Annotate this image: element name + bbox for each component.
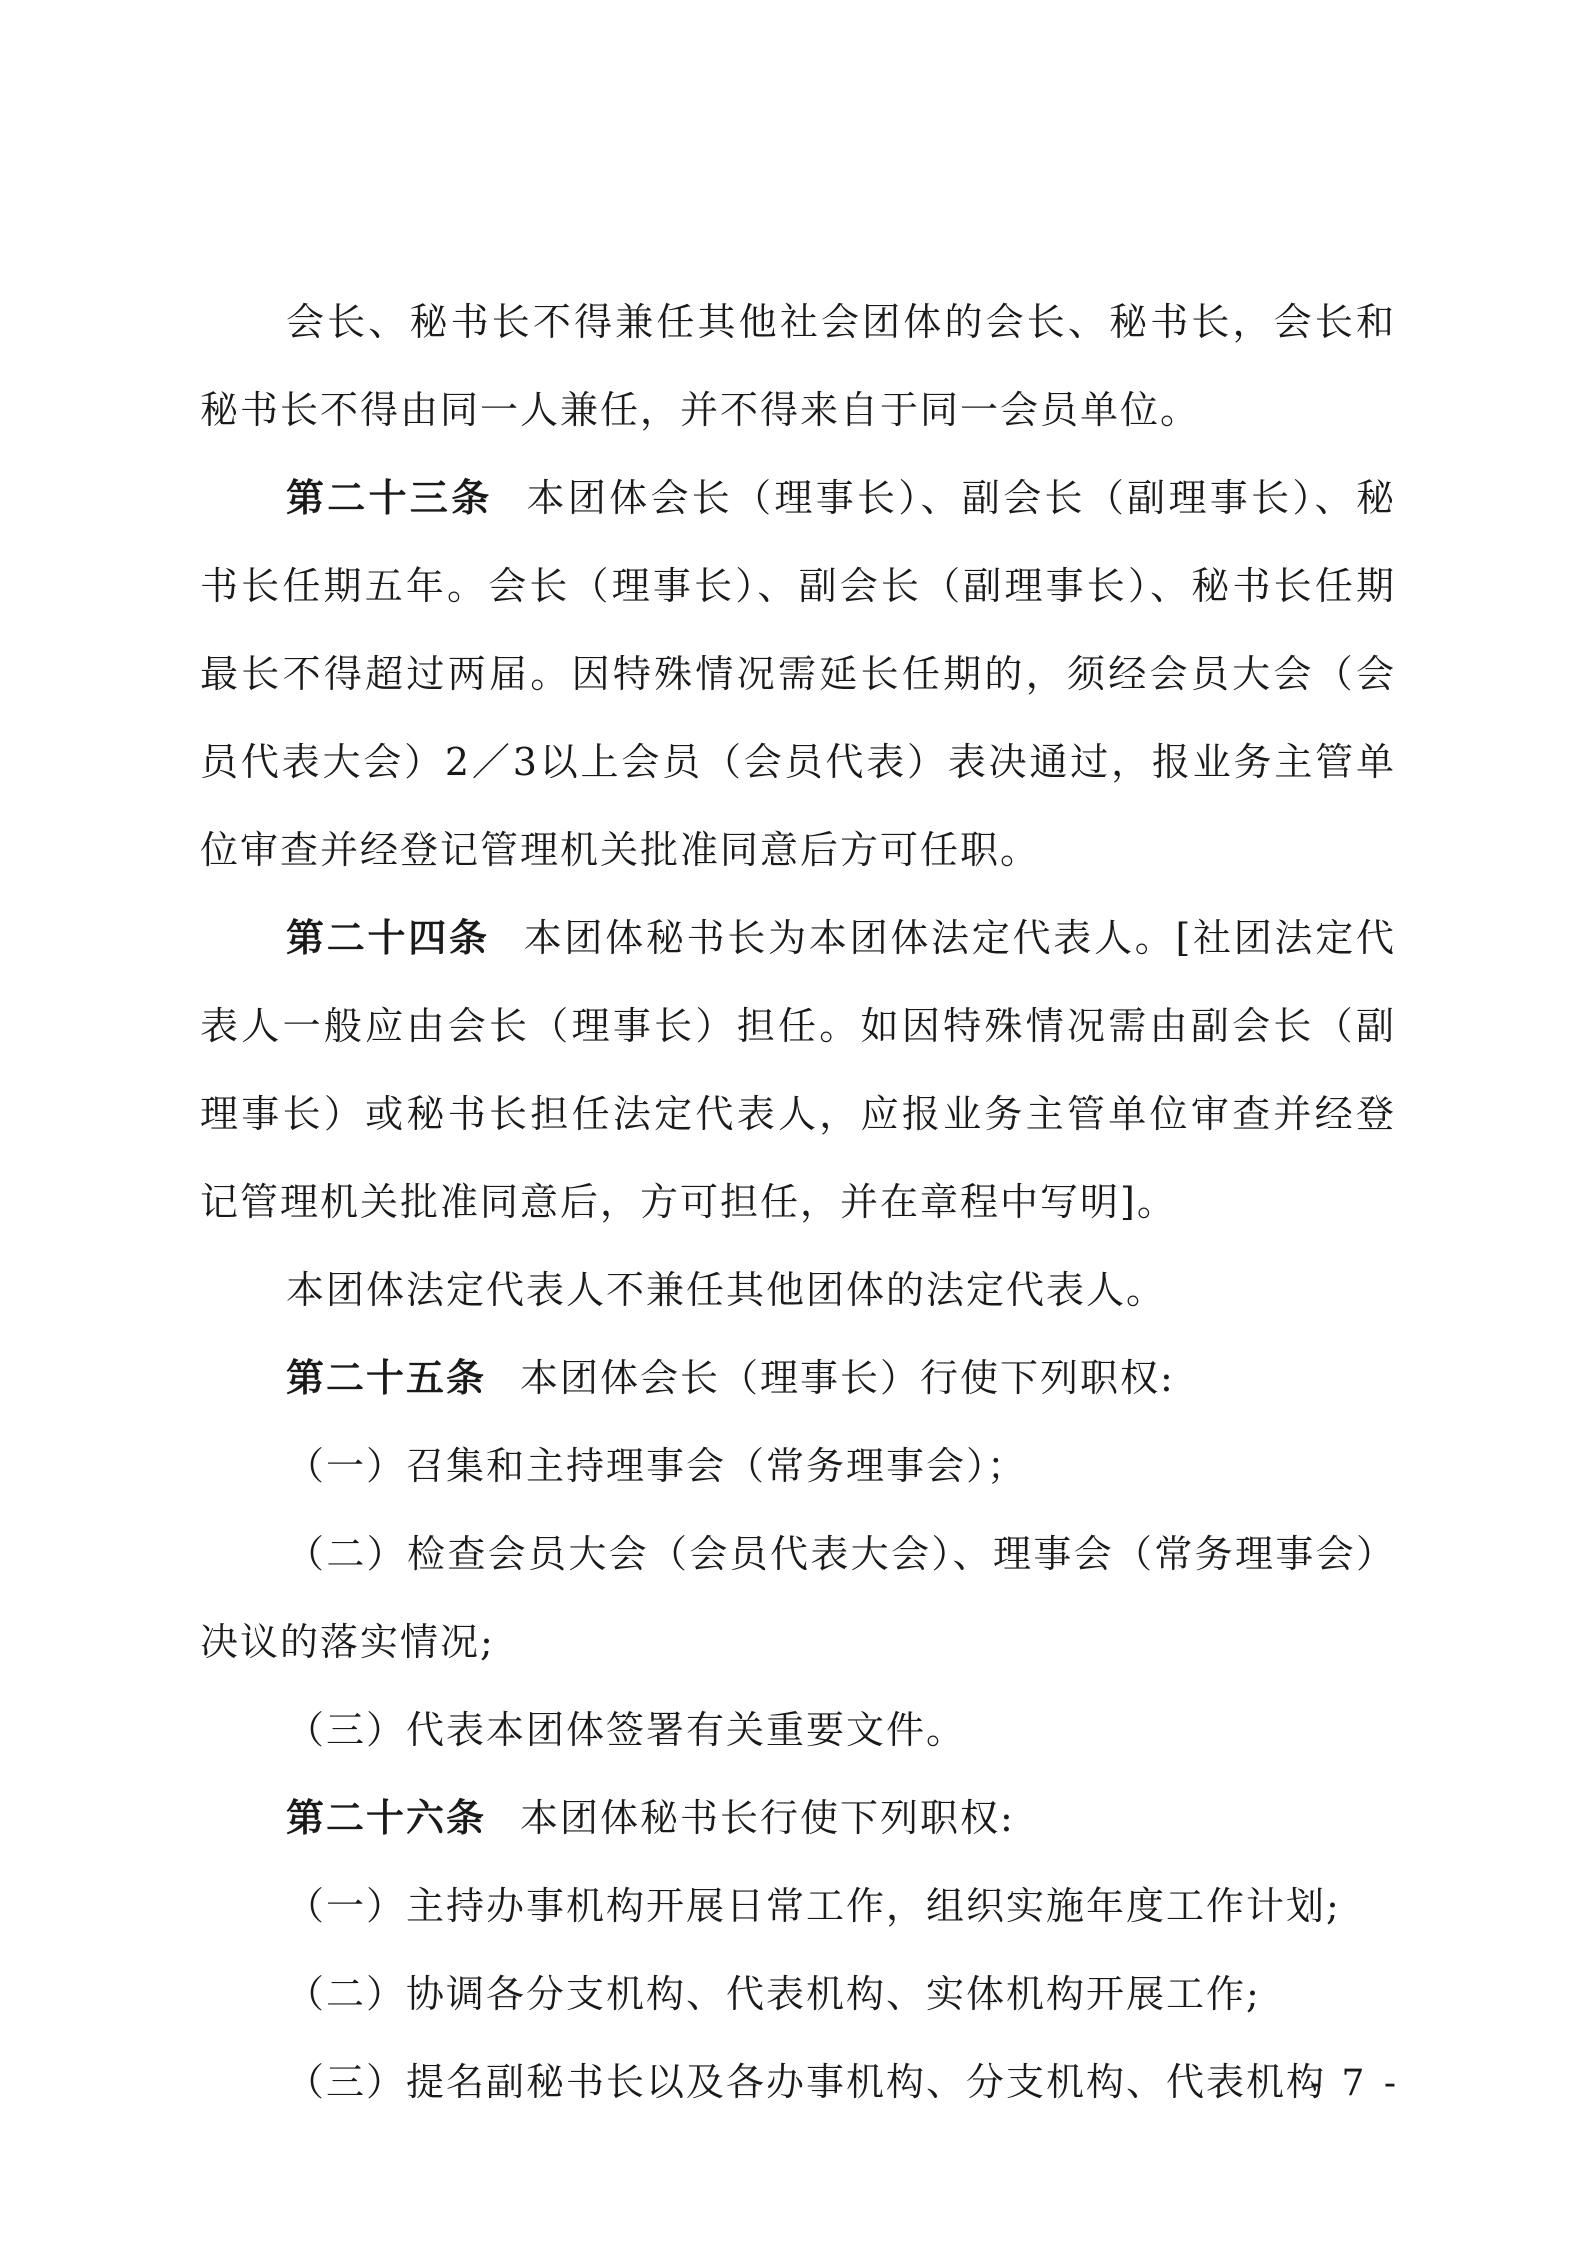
document-body [200,278,1396,2126]
list-item-text: （一）召集和主持理事会（常务理事会）； [286,1444,1028,1488]
paragraph-text: 会长、秘书长不得兼任其他社会团体的会长、秘书长，会长和秘书长不得由同一人兼任，并不得来自于同一会员单位。 [200,300,1396,432]
article-text: 本团体会长（理事长）行使下列职权: [520,1356,1175,1400]
article-25 [200,1334,1396,1422]
list-item [200,1950,1396,2038]
article-23 [200,454,1396,894]
list-item-text: （一）主持办事机构开展日常工作，组织实施年度工作计划; [286,1884,1341,1928]
paragraph-legal-rep [200,1246,1396,1334]
list-item [200,1862,1396,1950]
article-text: 本团体秘书长为本团体法定代表人。[社团法定代表人一般应由会长（理事长）担任。如因特殊情况需由副会长（副理事长）或秘书长担任法定代表人，应报业务主管单位审查并经登记管理机关批准同意后，方可担任，并在章程中写明]。 [200,916,1396,1224]
article-text: 本团体秘书长行使下列职权: [520,1796,1015,1840]
paragraph-term-restriction [200,278,1396,454]
article-heading: 第二十三条 [286,475,493,520]
list-item [200,2038,1396,2126]
list-item-text: （三）提名副秘书长以及各办事机构、分支机构、代表机构 [286,2060,1327,2104]
page-number: - 7 - [1309,2063,1400,2104]
article-heading: 第二十五条 [286,1355,487,1400]
article-heading: 第二十六条 [286,1795,487,1840]
list-item [200,1510,1396,1686]
article-24 [200,894,1396,1246]
list-item-text: （三）代表本团体签署有关重要文件。 [286,1708,967,1752]
article-26 [200,1774,1396,1862]
article-text: 本团体会长（理事长）、副会长（副理事长）、秘书长任期五年。会长（理事长）、副会长（副理事长）、秘书长任期最长不得超过两届。因特殊情况需延长任期的，须经会员大会（会员代表大会）2／3以上会员（会员代表）表决通过，报业务主管单位审查并经登记管理机关批准同意后方可任职。 [200,476,1396,872]
paragraph-text: 本团体法定代表人不兼任其他团体的法定代表人。 [286,1268,1167,1312]
list-item-text: （二）检查会员大会（会员代表大会）、理事会（常务理事会）决议的落实情况; [200,1532,1396,1664]
list-item [200,1686,1396,1774]
list-item [200,1422,1396,1510]
article-heading: 第二十四条 [286,915,490,960]
list-item-text: （二）协调各分支机构、代表机构、实体机构开展工作; [286,1972,1261,2016]
